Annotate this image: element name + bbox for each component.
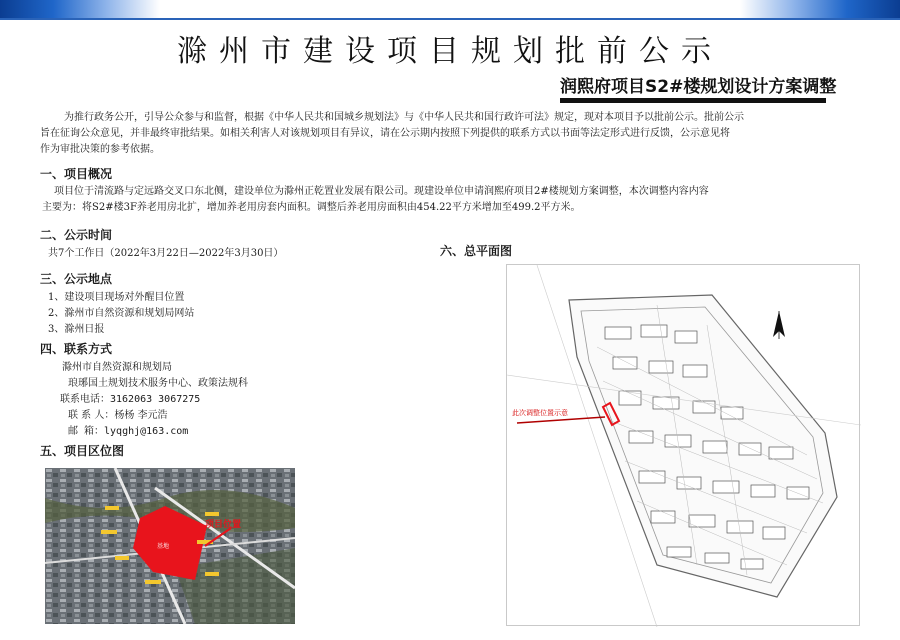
contact-email: 邮 箱：lyqghj@163.com (68, 426, 189, 437)
adjustment-callout: 此次调整位置示意 (512, 409, 568, 417)
contact-block (50, 360, 248, 440)
contact-dept: 琅琊国土规划技术服务中心、政策法规科 (68, 378, 248, 389)
site-label: 基地 (157, 543, 170, 550)
location-list (48, 290, 194, 338)
north-arrow (773, 311, 785, 339)
intro-line: 为推行政务公开，引导公众参与和监督，根据《中华人民共和国城乡规划法》与《中华人民共和国行政许可法》规定，现对本项目予以批前公示。批前公示 (64, 112, 744, 123)
header-band-right (740, 0, 900, 18)
heading-overview: 一、项目概况 (40, 167, 113, 181)
header-band-left (0, 0, 160, 18)
heading-area-map: 五、项目区位图 (40, 444, 125, 458)
project-marker-label: 项目位置 (205, 520, 242, 530)
overview-text (42, 184, 878, 216)
heading-site-plan: 六、总平面图 (440, 244, 513, 258)
location-item: 1、建设项目现场对外醒目位置 (48, 292, 185, 303)
location-map (45, 468, 295, 624)
header-rule (0, 18, 900, 20)
location-item: 3、滁州日报 (48, 324, 105, 335)
contact-org: 滁州市自然资源和规划局 (62, 362, 172, 373)
overview-line: 项目位于清流路与定远路交叉口东北侧，建设单位为滁州正乾置业发展有限公司。现建设单位申请润熙府项目2#楼规划方案调整，本次调整内容内容 (54, 186, 709, 197)
period-text: 共7个工作日（2022年3月22日—2022年3月30日） (48, 248, 284, 259)
contact-phone: 联系电话：3162063 3067275 (60, 394, 201, 405)
satellite-map (45, 468, 295, 624)
intro-paragraph (40, 110, 870, 158)
location-item: 2、滁州市自然资源和规划局网站 (48, 308, 195, 319)
site-plan-drawing (507, 265, 861, 627)
subtitle-underline (560, 98, 826, 103)
intro-line: 旨在征询公众意见，并非最终审批结果。如相关利害人对该规划项目有异议，请在公示期内按照下列提供的联系方式以书面等法定形式进行反馈，公示意见将 (40, 128, 730, 139)
heading-location: 三、公示地点 (40, 272, 113, 286)
page-title: 滁州市建设项目规划批前公示 (177, 34, 723, 69)
heading-contact: 四、联系方式 (40, 342, 113, 356)
page-subtitle: 润熙府项目S2#楼规划设计方案调整 (560, 77, 837, 97)
site-plan (506, 264, 860, 626)
heading-period: 二、公示时间 (40, 228, 113, 242)
overview-line: 主要为：将S2#楼3F养老用房北扩，增加养老用房套内面积。调整后养老用房面积由454.22平方米增加至499.2平方米。 (42, 202, 581, 213)
intro-line: 作为审批决策的参考依据。 (40, 144, 160, 155)
contact-person: 联 系 人：杨杨 李元浩 (68, 410, 168, 421)
